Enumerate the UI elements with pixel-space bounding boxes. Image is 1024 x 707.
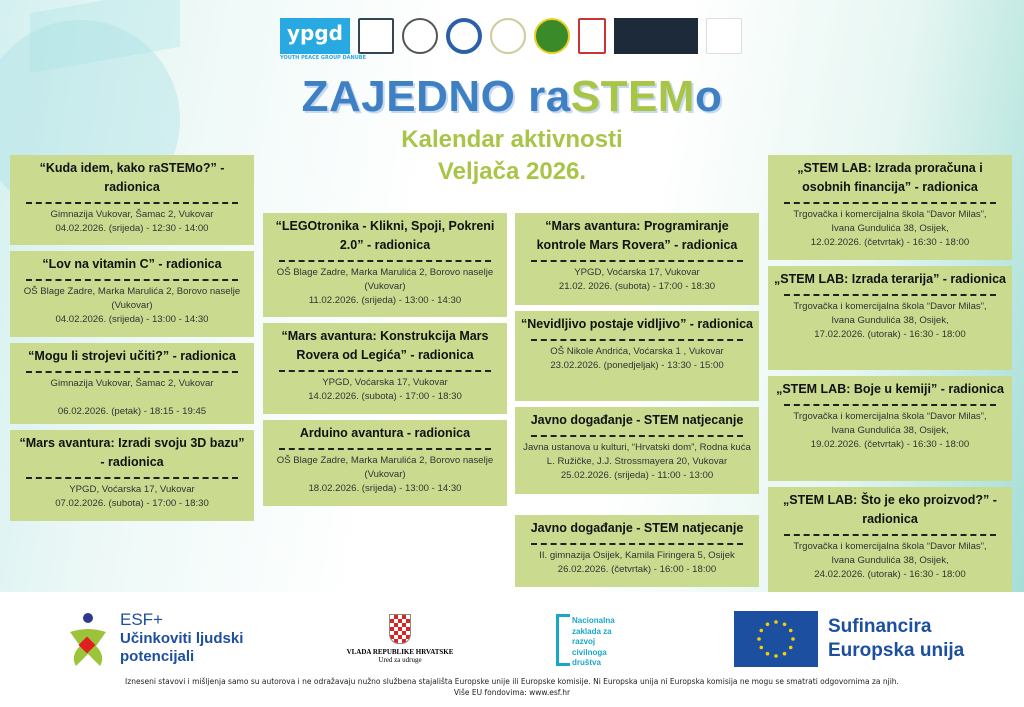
dashed-divider xyxy=(784,202,996,204)
city-seal-logo xyxy=(402,18,438,54)
dashed-divider xyxy=(531,435,743,437)
event-title: “Kuda idem, kako raSTEMo?” - radionica xyxy=(39,161,225,194)
event-detail: 24.02.2026. (utorak) - 16:30 - 18:00 xyxy=(814,569,966,580)
eu-label: Sufinancira xyxy=(828,616,932,637)
event-card xyxy=(10,251,254,337)
event-column xyxy=(263,213,507,506)
event-detail: 12.02.2026. (četvrtak) - 16:30 - 18:00 xyxy=(810,237,970,248)
event-detail: 26.02.2026. (četvrtak) - 16:00 - 18:00 xyxy=(557,564,717,575)
circle-logo xyxy=(446,18,482,54)
event-detail: Trgovačka i komercijalna škola “Davor Milas”, xyxy=(793,209,987,220)
event-title: Javno događanje - STEM natjecanje xyxy=(530,521,744,535)
event-detail: 04.02.2026. (srijeda) - 13:00 - 14:30 xyxy=(55,314,209,325)
event-detail: Javna ustanova u kulturi, “Hrvatski dom”, Rodna kuća L. Ružičke, J.J. Strossmayera 20, Vukovar xyxy=(523,442,751,467)
foundation-label: zaklada za xyxy=(572,626,612,636)
event-detail: 14.02.2026. (subota) - 17:00 - 18:30 xyxy=(308,391,462,402)
event-card xyxy=(263,420,507,506)
eu-star xyxy=(759,646,763,650)
title-part: ZAJEDNO ra xyxy=(301,72,571,121)
event-detail: Ivana Gundulića 38, Osijek, xyxy=(831,555,949,566)
eu-star xyxy=(791,637,795,641)
foundation-label: Nacionalna xyxy=(572,616,615,625)
esf-logo-mark xyxy=(66,612,110,668)
dashed-divider xyxy=(531,543,743,545)
dashed-divider xyxy=(531,260,743,262)
event-card xyxy=(515,515,759,587)
eu-star xyxy=(783,652,787,656)
event-detail: II. gimnazija Osijek, Kamila Firingera 5, Osijek xyxy=(539,550,735,561)
event-title: “Lov na vitamin C” - radionica xyxy=(42,257,222,271)
event-card xyxy=(515,311,759,401)
turtle-logo xyxy=(614,18,698,54)
event-card xyxy=(768,376,1012,481)
event-title: “Mars avantura: Programiranje kontrole Mars Rovera” - radionica xyxy=(536,219,738,252)
white-logo xyxy=(706,18,742,54)
event-detail: 06.02.2026. (petak) - 18:15 - 19:45 xyxy=(57,406,207,417)
eu-flag-icon xyxy=(734,611,818,667)
event-detail: Ivana Gundulića 38, Osijek, xyxy=(831,223,949,234)
event-title: “LEGOtronika - Klikni, Spoji, Pokreni 2.0” - radionica xyxy=(275,219,495,252)
dashed-divider xyxy=(279,260,491,262)
esf-label: potencijali xyxy=(120,648,195,665)
event-column xyxy=(768,155,1012,592)
dashed-divider xyxy=(26,477,238,479)
event-card xyxy=(768,487,1012,592)
foundation-logo xyxy=(572,616,615,669)
event-title: „STEM LAB: Što je eko proizvod?” - radionica xyxy=(783,493,997,526)
foundation-bracket-icon xyxy=(556,614,570,666)
event-detail: 25.02.2026. (srijeda) - 11:00 - 13:00 xyxy=(560,470,714,481)
event-card xyxy=(10,343,254,424)
event-detail: Trgovačka i komercijalna škola “Davor Milas”, xyxy=(793,541,987,552)
event-detail: 17.02.2026. (utorak) - 16:30 - 18:00 xyxy=(814,329,966,340)
event-detail: Trgovačka i komercijalna škola “Davor Milas”, xyxy=(793,411,987,422)
partner-logos xyxy=(280,18,742,61)
dashed-divider xyxy=(784,534,996,536)
disclaimer-text: Izneseni stavovi i mišljenja samo su autorova i ne odražavaju nužno službena stajališta Europske unije ili Europske komisije. Ni Europska unija ni Europska komisija ne mogu se smatrati odgovornima za njih. xyxy=(125,677,899,686)
event-detail: OŠ Blage Zadre, Marka Marulića 2, Borovo naselje (Vukovar) xyxy=(276,267,494,292)
event-card xyxy=(768,266,1012,370)
eu-star xyxy=(766,622,770,626)
esf-label: Učinkoviti ljudski xyxy=(120,630,244,647)
ypgd-logo-text: ypgd xyxy=(287,21,343,45)
disclaimer xyxy=(0,676,1024,698)
event-card xyxy=(10,430,254,521)
event-title: „STEM LAB: Izrada terarija” - radionica xyxy=(774,272,1006,286)
green-logo xyxy=(534,18,570,54)
subtitle: Kalendar aktivnosti xyxy=(401,126,623,153)
eu-star xyxy=(774,654,778,658)
event-card xyxy=(263,323,507,414)
event-detail: YPGD, Voćarska 17, Vukovar xyxy=(69,484,195,495)
event-title: „STEM LAB: Boje u kemiji” - radionica xyxy=(776,382,1004,396)
eu-cofinancing xyxy=(828,615,964,663)
event-detail: 23.02.2026. (ponedjeljak) - 13:30 - 15:00 xyxy=(550,360,724,371)
event-detail: Gimnazija Vukovar, Šamac 2, Vukovar xyxy=(50,209,214,220)
event-card xyxy=(10,155,254,245)
dashed-divider xyxy=(531,339,743,341)
title-part: o xyxy=(694,72,723,121)
esf-logo xyxy=(120,610,243,666)
event-detail: OŠ Blage Zadre, Marka Marulića 2, Borovo naselje (Vukovar) xyxy=(276,455,494,480)
event-card xyxy=(263,213,507,317)
event-title: “Mars avantura: Izradi svoju 3D bazu” - radionica xyxy=(19,436,245,469)
foundation-label: civilnoga xyxy=(572,647,607,657)
event-card xyxy=(515,407,759,494)
event-detail: 18.02.2026. (srijeda) - 13:00 - 14:30 xyxy=(308,483,462,494)
event-detail: Ivana Gundulića 38, Osijek, xyxy=(831,315,949,326)
dashed-divider xyxy=(784,404,996,406)
esf-link-text: Više EU fondovima: www.esf.hr xyxy=(453,688,571,697)
eu-star xyxy=(783,622,787,626)
event-detail: Trgovačka i komercijalna škola “Davor Milas”, xyxy=(793,301,987,312)
event-title: Javno događanje - STEM natjecanje xyxy=(530,413,744,427)
event-detail: 07.02.2026. (subota) - 17:00 - 18:30 xyxy=(55,498,209,509)
esf-label: ESF+ xyxy=(120,610,163,629)
event-detail: OŠ Nikole Andrića, Voćarska 1 , Vukovar xyxy=(550,346,724,357)
hexagon-logo xyxy=(358,18,394,54)
event-detail: YPGD, Voćarska 17, Vukovar xyxy=(574,267,700,278)
foundation-label: društva xyxy=(572,658,601,667)
school-logo xyxy=(490,18,526,54)
event-detail: 11.02.2026. (srijeda) - 13:00 - 14:30 xyxy=(308,295,462,306)
ypgd-logo-subtext: YOUTH PEACE GROUP DANUBE xyxy=(280,55,367,61)
eu-star xyxy=(757,637,761,641)
dashed-divider xyxy=(279,448,491,450)
event-detail: Ivana Gundulića 38, Osijek, xyxy=(831,425,949,436)
event-title: „STEM LAB: Izrada proračuna i osobnih financija” - radionica xyxy=(797,161,983,194)
event-detail: 04.02.2026. (srijeda) - 12:30 - 14:00 xyxy=(55,223,209,234)
event-column xyxy=(10,155,254,521)
school-crest-logo xyxy=(578,18,606,54)
eu-star xyxy=(759,629,763,633)
eu-star xyxy=(774,620,778,624)
eu-label: Europska unija xyxy=(828,640,965,661)
croatia-coat-of-arms-icon xyxy=(389,614,411,644)
event-detail xyxy=(16,391,248,405)
event-title: Arduino avantura - radionica xyxy=(299,426,471,440)
event-detail: 19.02.2026. (četvrtak) - 16:30 - 18:00 xyxy=(810,439,970,450)
eu-star xyxy=(789,629,793,633)
event-detail: OŠ Blage Zadre, Marka Marulića 2, Borovo naselje (Vukovar) xyxy=(23,286,241,311)
event-detail: YPGD, Voćarska 17, Vukovar xyxy=(322,377,448,388)
dashed-divider xyxy=(26,279,238,281)
event-title: “Nevidljivo postaje vidljivo” - radionica xyxy=(521,317,754,331)
event-title: “Mars avantura: Konstrukcija Mars Rovera od Legića” - radionica xyxy=(281,329,489,362)
title-part: STEM xyxy=(570,72,695,121)
event-title: “Mogu li strojevi učiti?” - radionica xyxy=(28,349,236,363)
dashed-divider xyxy=(784,294,996,296)
event-card xyxy=(768,155,1012,260)
eu-star xyxy=(789,646,793,650)
event-detail: 21.02. 2026. (subota) - 17:00 - 18:30 xyxy=(558,281,716,292)
government-logo xyxy=(340,648,460,664)
event-column xyxy=(515,213,759,587)
page-title xyxy=(0,72,1024,122)
dashed-divider xyxy=(26,371,238,373)
dashed-divider xyxy=(279,370,491,372)
government-label: VLADA REPUBLIKE HRVATSKE xyxy=(346,648,454,656)
event-card xyxy=(515,213,759,305)
dashed-divider xyxy=(26,202,238,204)
ypgd-logo xyxy=(280,18,367,61)
event-detail: Gimnazija Vukovar, Šamac 2, Vukovar xyxy=(50,378,214,389)
government-sublabel: Ured za udruge xyxy=(378,656,422,664)
eu-star xyxy=(766,652,770,656)
foundation-label: razvoj xyxy=(572,637,596,646)
month-label: Veljača 2026. xyxy=(437,158,587,185)
